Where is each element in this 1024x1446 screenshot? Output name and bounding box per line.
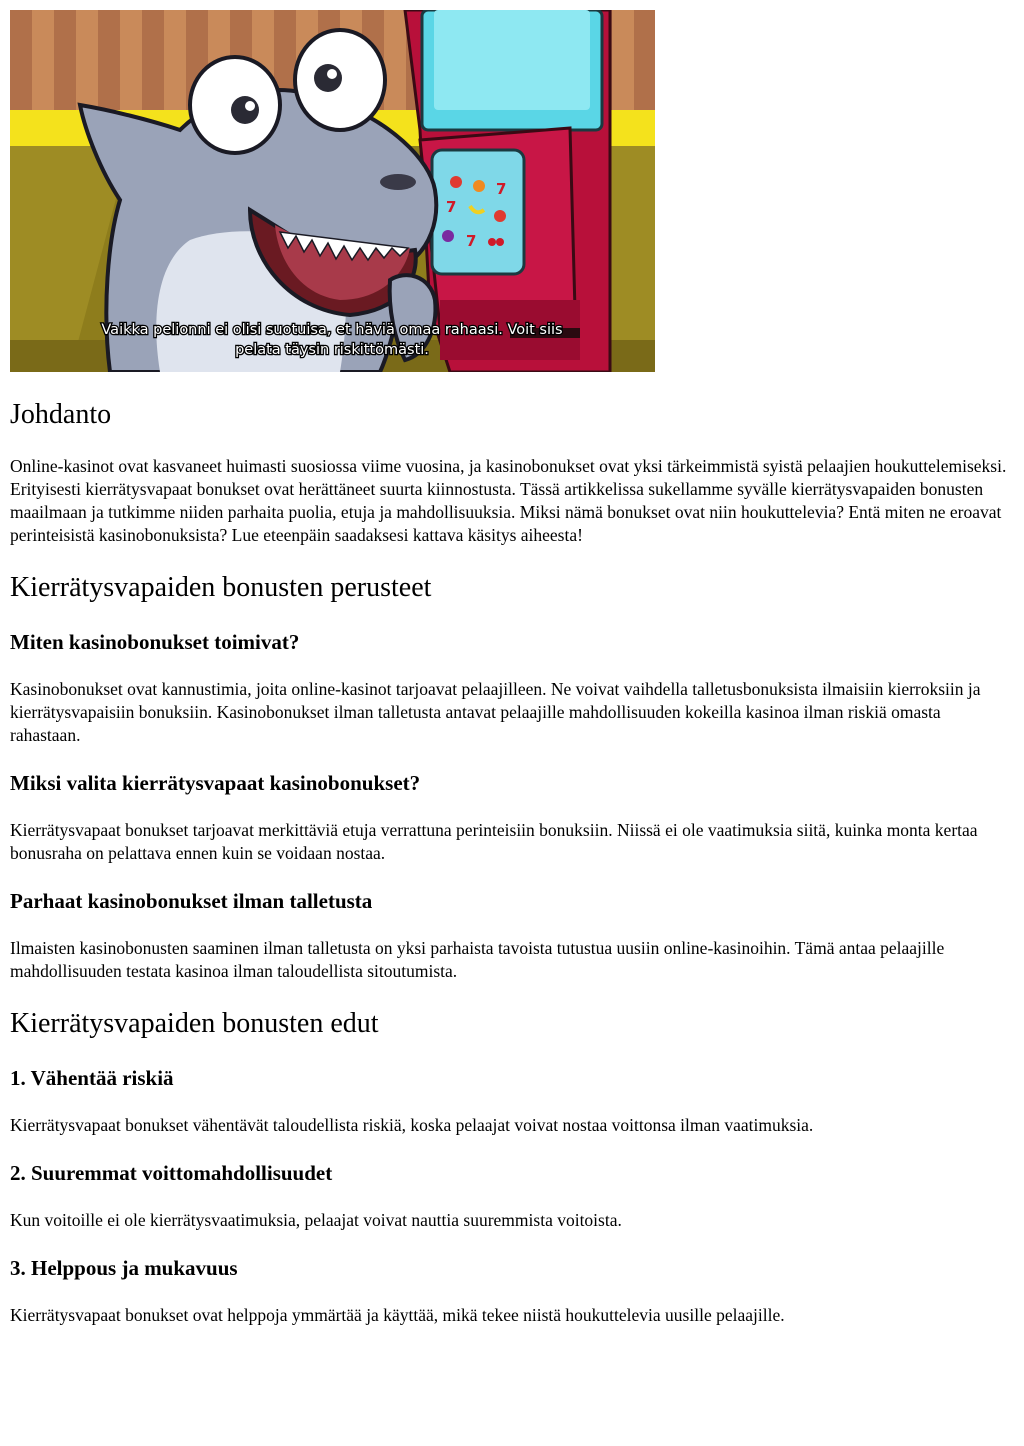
svg-text:7: 7 <box>496 180 507 198</box>
benefits-heading: Kierrätysvapaiden bonusten edut <box>10 1008 379 1039</box>
basics-heading: Kierrätysvapaiden bonusten perusteet <box>10 572 432 603</box>
benefit-text-ease-convenience: Kierrätysvapaat bonukset ovat helppoja ymmärtää ja käyttää, mikä tekee niistä houkuttelevia uusille pelaajille. <box>10 1305 785 1325</box>
hero-image <box>10 10 655 372</box>
section-text-best-no-deposit: Ilmaisten kasinobonusten saaminen ilman talletusta on yksi parhaista tavoista tutustua uusiin online-kasinoihin. Tämä antaa pelaajille mahdollisuuden testata kasinoa ilman taloudellista sitoutumista. <box>10 938 945 981</box>
benefit-text-reduces-risk: Kierrätysvapaat bonukset vähentävät taloudellista riskiä, koska pelaajat voivat nostaa voittonsa ilman vaatimuksia. <box>10 1115 814 1135</box>
section-text-how-bonuses-work: Kasinobonukset ovat kannustimia, joita online-kasinot tarjoavat pelaajilleen. Ne voivat vaihdella talletusbonuksista ilmaisiin kierroksiin ja kierrätysvapaisiin bonuksiin. Kasinobonukset ilman talletusta antavat pelaajille mahdollisuuden kokeilla kasinoa ilman riskiä omasta rahastaan. <box>10 679 981 745</box>
hero-caption-line-1: Vaikka pelionni ei olisi suotuisa, et häviä omaa rahaasi. Voit siis <box>101 322 563 338</box>
hero-caption-line-2: pelata täysin riskittömästi. <box>235 342 429 358</box>
section-text-why-choose: Kierrätysvapaat bonukset tarjoavat merkittäviä etuja verrattuna perinteisiin bonuksiin. Niissä ei ole vaatimuksia siitä, kuinka monta kertaa bonusraha on pelattava ennen kuin se voidaan nostaa. <box>10 820 978 863</box>
intro-heading: Johdanto <box>10 399 112 430</box>
benefit-text-bigger-wins: Kun voitoille ei ole kierrätysvaatimuksia, pelaajat voivat nauttia suuremmista voitoista. <box>10 1210 622 1230</box>
intro-paragraph: Online-kasinot ovat kasvaneet huimasti suosiossa viime vuosina, ja kasinobonukset ovat yksi tärkeimmistä syistä pelaajien houkuttelemiseksi. Erityisesti kierrätysvapaat bonukset ovat herättäneet suurta kiinnostusta. Tässä artikkelissa sukellamme syvälle kierrätysvapaiden bonusten maailmaan ja tutkimme niiden parhaita puolia, etuja ja mahdollisuuksia. Miksi nämä bonukset ovat niin houkuttelevia? Entä miten ne eroavat perinteisistä kasinobonuksista? Lue eteenpäin saadaksesi kattava käsitys aiheesta! <box>10 456 1007 545</box>
svg-text:7: 7 <box>446 198 457 216</box>
benefit-heading-ease-convenience: 3. Helppous ja mukavuus <box>10 1256 238 1280</box>
svg-text:7: 7 <box>466 232 477 250</box>
benefit-heading-reduces-risk: 1. Vähentää riskiä <box>10 1066 174 1090</box>
section-heading-why-choose: Miksi valita kierrätysvapaat kasinobonukset? <box>10 771 421 795</box>
article <box>10 10 1010 1327</box>
benefit-heading-bigger-wins: 2. Suuremmat voittomahdollisuudet <box>10 1161 333 1185</box>
section-heading-best-no-deposit: Parhaat kasinobonukset ilman talletusta <box>10 889 373 913</box>
section-heading-how-bonuses-work: Miten kasinobonukset toimivat? <box>10 630 300 654</box>
